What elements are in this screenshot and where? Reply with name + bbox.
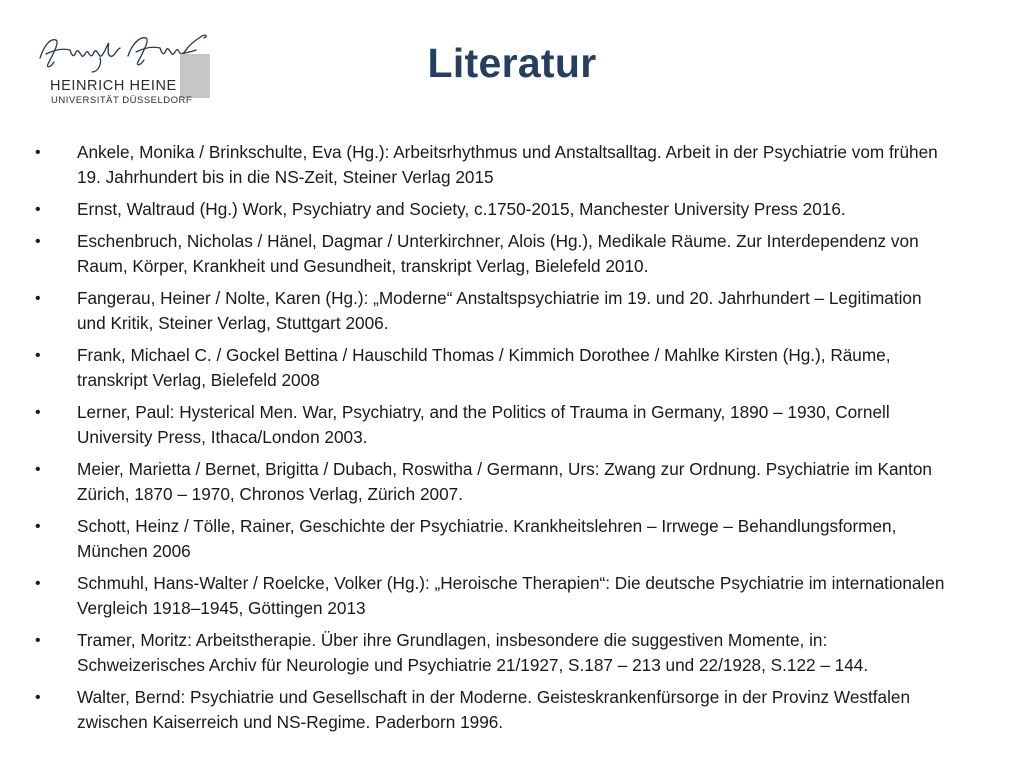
list-item bbox=[34, 457, 954, 507]
list-item bbox=[34, 197, 954, 222]
bullet-icon: • bbox=[35, 404, 41, 421]
bullet-icon: • bbox=[35, 233, 41, 250]
list-item bbox=[34, 628, 954, 678]
reference-text: Frank, Michael C. / Gockel Bettina / Hauschild Thomas / Kimmich Dorothee / Mahlke Kirsten (Hg.), Räume, transkript Verlag, Bielefeld 2008 bbox=[77, 345, 891, 390]
bullet-icon: • bbox=[35, 575, 41, 592]
reference-text: Ernst, Waltraud (Hg.) Work, Psychiatry and Society, c.1750-2015, Manchester University Press 2016. bbox=[77, 199, 846, 219]
logo-university-name: HEINRICH HEINE bbox=[50, 78, 177, 94]
reference-text: Schott, Heinz / Tölle, Rainer, Geschichte der Psychiatrie. Krankheitslehren – Irrwege – Behandlungsformen, München 2006 bbox=[77, 516, 897, 561]
bullet-icon: • bbox=[35, 632, 41, 649]
reference-text: Fangerau, Heiner / Nolte, Karen (Hg.): „Moderne“ Anstaltspsychiatrie im 19. und 20. Jahrhundert – Legitimation und Kritik, Steiner Verlag, Stuttgart 2006. bbox=[77, 288, 922, 333]
bullet-icon: • bbox=[35, 461, 41, 478]
reference-text: Walter, Bernd: Psychiatrie und Gesellschaft in der Moderne. Geisteskrankenfürsorge in der Provinz Westfalen zwischen Kaiserreich und NS-Regime. Paderborn 1996. bbox=[77, 687, 911, 732]
list-item bbox=[34, 343, 954, 393]
reference-text: Schmuhl, Hans-Walter / Roelcke, Volker (Hg.): „Heroische Therapien“: Die deutsche Psychiatrie im internationalen Vergleich 1918–1945, Göttingen 2013 bbox=[77, 573, 945, 618]
literature-list bbox=[34, 140, 954, 742]
bullet-icon: • bbox=[35, 201, 41, 218]
slide-title: Literatur bbox=[427, 40, 597, 86]
reference-text: Lerner, Paul: Hysterical Men. War, Psychiatry, and the Politics of Trauma in Germany, 1890 – 1930, Cornell University Press, Ithaca/London 2003. bbox=[77, 402, 890, 447]
list-item bbox=[34, 685, 954, 735]
bullet-icon: • bbox=[35, 290, 41, 307]
list-item bbox=[34, 571, 954, 621]
bullet-icon: • bbox=[35, 347, 41, 364]
logo-university-subtitle: UNIVERSITÄT DÜSSELDORF bbox=[51, 95, 193, 106]
bullet-icon: • bbox=[35, 518, 41, 535]
list-item bbox=[34, 286, 954, 336]
reference-text: Eschenbruch, Nicholas / Hänel, Dagmar / Unterkirchner, Alois (Hg.), Medikale Räume. Zur Interdependenz von Raum, Körper, Krankheit und Gesundheit, transkript Verlag, Bielefeld 2010. bbox=[77, 231, 919, 276]
list-item bbox=[34, 400, 954, 450]
list-item bbox=[34, 514, 954, 564]
bullet-icon: • bbox=[35, 689, 41, 706]
list-item bbox=[34, 140, 954, 190]
reference-text: Meier, Marietta / Bernet, Brigitta / Dubach, Roswitha / Germann, Urs: Zwang zur Ordnung. Psychiatrie im Kanton Zürich, 1870 – 1970, Chronos Verlag, Zürich 2007. bbox=[77, 459, 932, 504]
reference-text: Ankele, Monika / Brinkschulte, Eva (Hg.): Arbeitsrhythmus und Anstaltsalltag. Arbeit in der Psychiatrie vom frühen 19. Jahrhundert bis in die NS-Zeit, Steiner Verlag 2015 bbox=[77, 142, 938, 187]
reference-text: Tramer, Moritz: Arbeitstherapie. Über ihre Grundlagen, insbesondere die suggestiven Momente, in: Schweizerisches Archiv für Neurologie und Psychiatrie 21/1927, S.187 – 213 und 22/1928, S.122 – 144. bbox=[77, 630, 869, 675]
list-item bbox=[34, 229, 954, 279]
bullet-icon: • bbox=[35, 144, 41, 161]
